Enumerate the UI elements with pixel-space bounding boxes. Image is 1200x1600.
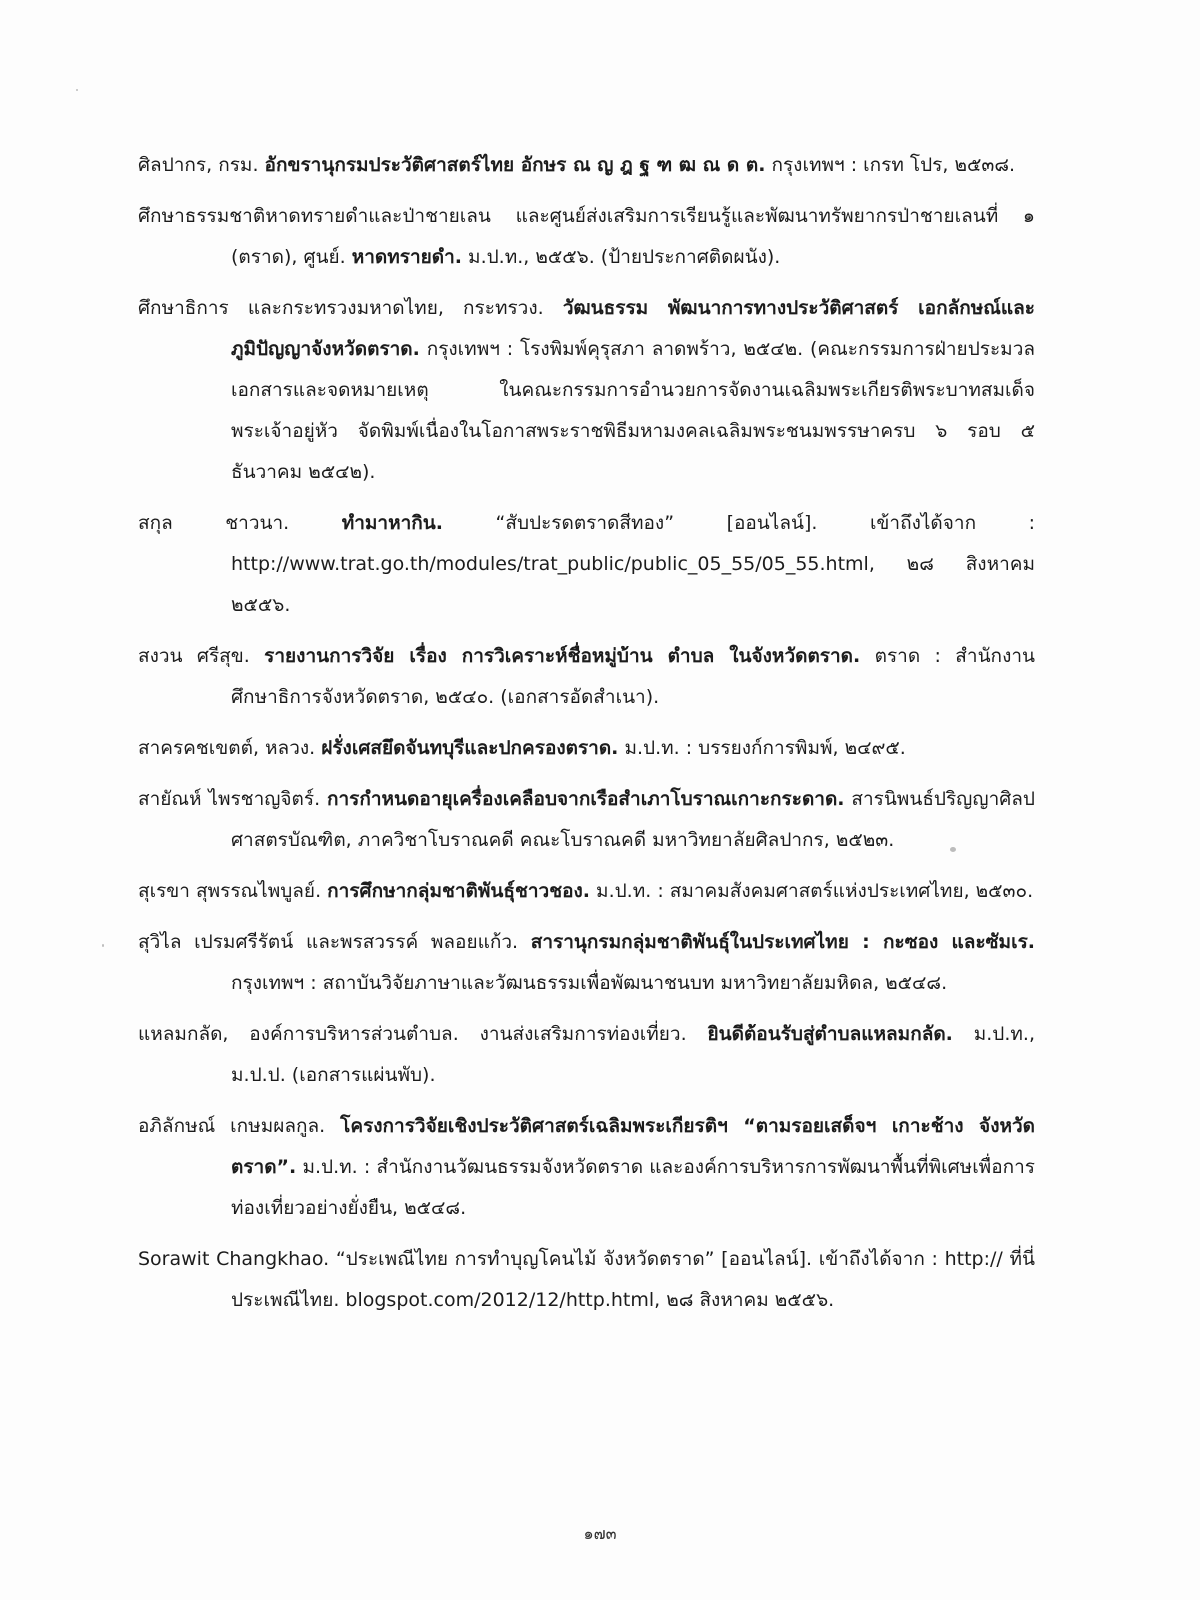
reference-entry	[138, 728, 1035, 769]
reference-author: สงวน ศรีสุข.	[138, 645, 265, 667]
reference-title: วัฒนธรรม พัฒนาการทางประวัติศาสตร์ เอกลักษณ์และภูมิปัญญาจังหวัดตราด.	[231, 297, 1035, 360]
reference-entry	[138, 779, 1035, 861]
reference-title: การศึกษากลุ่มชาติพันธุ์ชาวชอง.	[327, 880, 591, 902]
reference-title: สารานุกรมกลุ่มชาติพันธุ์ในประเทศไทย : กะซอง และซัมเร.	[530, 931, 1035, 953]
reference-author: สุวิไล เปรมศรีรัตน์ และพรสวรรค์ พลอยแก้ว.	[138, 931, 531, 953]
reference-title: ฝรั่งเศสยึดจันทบุรีและปกครองตราด.	[321, 737, 619, 759]
bibliography-list	[138, 145, 1035, 1331]
reference-author: สาครคชเขตต์, หลวง.	[138, 737, 322, 759]
reference-title: ยินดีต้อนรับสู่ตำบลแหลมกลัด.	[707, 1023, 953, 1045]
reference-entry	[138, 871, 1035, 912]
reference-entry	[138, 196, 1035, 278]
reference-author: ศิลปากร, กรม.	[138, 154, 265, 176]
reference-entry	[138, 1239, 1035, 1321]
reference-entry	[138, 636, 1035, 718]
reference-publication: กรุงเทพฯ : โรงพิมพ์คุรุสภา ลาดพร้าว, ๒๕๔๒. (คณะกรรมการฝ่ายประมวลเอกสารและจดหมายเหตุ ในคณะกรรมการอำนวยการจัดงานเฉลิมพระเกียรติพระบาทสมเด็จพระเจ้าอยู่หัว จัดพิมพ์เนื่องในโอกาสพระราชพิธีมหามงคลเฉลิมพระชนมพรรษาครบ ๖ รอบ ๕ ธันวาคม ๒๕๔๒).	[231, 338, 1035, 483]
reference-publication: กรุงเทพฯ : เกรท โปร, ๒๕๓๘.	[765, 154, 1016, 176]
reference-publication: ม.ป.ท. : บรรยงก์การพิมพ์, ๒๔๙๕.	[618, 737, 906, 759]
reference-publication: ตราด : สำนักงานศึกษาธิการจังหวัดตราด, ๒๕๔๐. (เอกสารอัดสำเนา).	[231, 645, 1035, 708]
reference-title: รายงานการวิจัย เรื่อง การวิเคราะห์ชื่อหมู่บ้าน ตำบล ในจังหวัดตราด.	[264, 645, 861, 667]
reference-author: สายัณห์ ไพรชาญจิตร์.	[138, 788, 327, 810]
scan-speck	[76, 89, 78, 91]
reference-title: หาดทรายดำ.	[351, 246, 463, 268]
reference-publication: ม.ป.ท. : สำนักงานวัฒนธรรมจังหวัดตราด และองค์การบริหารการพัฒนาพื้นที่พิเศษเพื่อการท่องเที่ยวอย่างยั่งยืน, ๒๕๔๘.	[231, 1156, 1035, 1219]
reference-title: การกำหนดอายุเครื่องเคลือบจากเรือสำเภาโบราณเกาะกระดาด.	[326, 788, 845, 810]
reference-publication: ม.ป.ท. : สมาคมสังคมศาสตร์แห่งประเทศไทย, ๒๕๓๐.	[590, 880, 1034, 902]
reference-author: ศึกษาธรรมชาติหาดทรายดำและป่าชายเลน และศูนย์ส่งเสริมการเรียนรู้และพัฒนาทรัพยากรป่าชายเลนที่ ๑ (ตราด), ศูนย์.	[138, 205, 1035, 268]
reference-author: สุเรขา สุพรรณไพบูลย์.	[138, 880, 328, 902]
reference-title: อักขรานุกรมประวัติศาสตร์ไทย อักษร ณ ญ ฎ ฐ ฑ ฒ ณ ด ต.	[264, 154, 766, 176]
reference-author: สกุล ชาวนา.	[138, 512, 342, 534]
reference-title: ทำมาหากิน.	[341, 512, 444, 534]
reference-author: อภิลักษณ์ เกษมผลกูล.	[138, 1115, 341, 1137]
reference-publication: สารนิพนธ์ปริญญาศิลปศาสตรบัณฑิต, ภาควิชาโบราณคดี คณะโบราณคดี มหาวิทยาลัยศิลปากร, ๒๕๒๓.	[231, 788, 1035, 851]
reference-publication: กรุงเทพฯ : สถาบันวิจัยภาษาและวัฒนธรรมเพื่อพัฒนาชนบท มหาวิทยาลัยมหิดล, ๒๕๔๘.	[231, 972, 948, 994]
reference-title: โครงการวิจัยเชิงประวัติศาสตร์เฉลิมพระเกียรติฯ “ตามรอยเสด็จฯ เกาะช้าง จังหวัดตราด”.	[231, 1115, 1036, 1178]
reference-author: ศึกษาธิการ และกระทรวงมหาดไทย, กระทรวง.	[138, 297, 563, 319]
reference-entry	[138, 503, 1035, 626]
reference-author: แหลมกลัด, องค์การบริหารส่วนตำบล. งานส่งเสริมการท่องเที่ยว.	[138, 1023, 708, 1045]
reference-entry	[138, 288, 1035, 493]
reference-author: Sorawit Changkhao. “ประเพณีไทย การทำบุญโคนไม้ จังหวัดตราด” [ออนไลน์]. เข้าถึงได้จาก : http:// ที่นี่ประเพณีไทย. blogspot.com/2012/12/http.html, ๒๘ สิงหาคม ๒๕๕๖.	[138, 1248, 1035, 1311]
scan-speck	[102, 944, 104, 947]
reference-entry	[138, 1014, 1035, 1096]
reference-publication: ม.ป.ท., ๒๕๕๖. (ป้ายประกาศติดผนัง).	[462, 246, 781, 268]
page-number: ๑๗๓	[583, 1524, 617, 1543]
reference-entry	[138, 1106, 1035, 1229]
reference-publication: ม.ป.ท., ม.ป.ป. (เอกสารแผ่นพับ).	[231, 1023, 1036, 1086]
reference-publication: “สับปะรดตราดสีทอง” [ออนไลน์]. เข้าถึงได้จาก : http://www.trat.go.th/modules/trat_public/public_05_55/05_55.html, ๒๘ สิงหาคม ๒๕๕๖.	[231, 512, 1035, 616]
reference-entry	[138, 922, 1035, 1004]
reference-entry	[138, 145, 1035, 186]
